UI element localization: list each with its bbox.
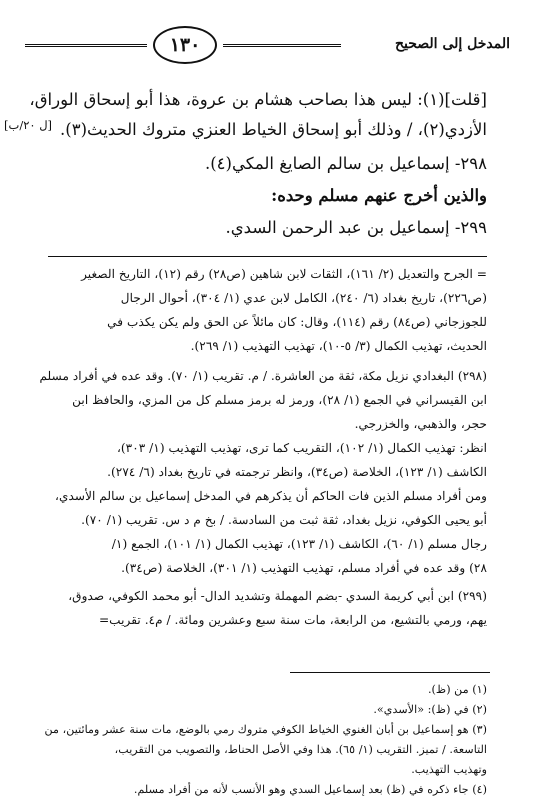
commentary-line: الكاشف (١/ ١٢٣)، الخلاصة (ص٣٤)، وانظر ترجمته في تاريخ بغداد (٦/ ٢٧٤). (107, 465, 487, 479)
footnotes-block (25, 680, 487, 800)
section-heading: والذين أخرج عنهم مسلم وحده: (271, 186, 487, 205)
commentary-line: انظر: تهذيب الكمال (١/ ١٠٢)، التقريب كما ترى، تهذيب التهذيب (١/ ٣٠٣)، (116, 441, 487, 455)
commentary-line: رجال مسلم (١/ ٦٠)، الكاشف (١/ ١٢٣)، تهذيب الكمال (١/ ١٠١)، الجمع (١/ (111, 537, 487, 551)
commentary-line: حجر، والذهبي، والخزرجي. (354, 417, 487, 431)
commentary-line: يهم، ورمي بالتشيع، من الرابعة، مات سنة سبع وعشرين ومائة. / م٤. تقريب= (98, 613, 487, 627)
main-line: الأزدي(٢)، / وذلك أبو إسحاق الخياط العنزي متروك الحديث(٣). (60, 120, 487, 139)
commentary-separator (48, 256, 487, 257)
commentary-line: (٢٩٩) ابن أبي كريمة السدي -بضم المهملة وتشديد الدال- أبو محمد الكوفي، صدوق، (68, 589, 487, 603)
footnote-3-cont: التاسعة. / تميز. التقريب (١/ ٦٥). هذا وفي الأصل الحناط، والتصويب من التقريب، (114, 743, 487, 756)
page-number-badge (153, 26, 215, 62)
footnote-3: (٣) هو إسماعيل بن أبان الغنوي الخياط الكوفي متروك رمي بالوضع، مات سنة عشر ومائتين، من (44, 723, 487, 736)
footnote-separator (290, 672, 490, 673)
entry-299: ٢٩٩- إسماعيل بن عبد الرحمن السدي. (225, 218, 487, 237)
commentary-line: ومن أفراد مسلم الذين فات الحاكم أن يذكرهم في المدخل إسماعيل بن سالم الأسدي، (55, 489, 487, 503)
commentary-line: (ص٢٢٦)، تاريخ بغداد (٦/ ٢٤٠)، الكامل لابن عدي (١/ ٣٠٤)، أحوال الرجال (120, 291, 487, 305)
commentary-block (25, 262, 487, 632)
commentary-line: (٢٩٨) البغدادي نزيل مكة، ثقة من العاشرة. / م. تقريب (١/ ٧٠). وقد عده في أفراد مسلم (39, 369, 487, 383)
commentary-line: الحديث، تهذيب الكمال (٣/ ٥-١٠)، تهذيب التهذيب (١/ ٢٦٩). (190, 339, 487, 353)
running-title: المدخل إلى الصحيح (394, 36, 510, 52)
footnote-2: (٢) في (ظ): «الأسدي». (373, 703, 487, 716)
commentary-line: للجوزجاني (ص٨٤) رقم (١١٤)، وقال: كان مائلاً عن الحق ولم يكن يكذب في (107, 315, 487, 329)
manuscript-folio-note: [ل ٢٠/ب] (4, 118, 53, 132)
commentary-line: ابن القيسراني في الجمع (١/ ٢٨)، ورمز له برمز مسلم كل من المزي، والحافظ ابن (72, 393, 487, 407)
footnote-4: (٤) جاء ذكره في (ظ) بعد إسماعيل السدي وهو الأنسب لأنه من أفراد مسلم. (133, 783, 487, 796)
page-number: ١٣٠ (153, 26, 217, 64)
page-header (25, 26, 510, 66)
entry-298: ٢٩٨- إسماعيل بن سالم الصايغ المكي(٤). (204, 154, 487, 173)
main-line: [قلت](١): ليس هذا بصاحب هشام بن عروة، هذا أبو إسحاق الوراق، (29, 90, 487, 109)
header-rule-middle (223, 44, 341, 47)
commentary-line: = الجرح والتعديل (٢/ ١٦١)، الثقات لابن شاهين (ص٢٨) رقم (١٢)، التاريخ الصغير (81, 267, 487, 281)
footnote-1: (١) من (ظ). (427, 683, 487, 696)
header-rule-left (25, 44, 147, 47)
commentary-line: ٢٨) وقد عده في أفراد مسلم، تهذيب التهذيب (١/ ٣٠١)، الخلاصة (ص٣٤). (121, 561, 487, 575)
footnote-3-cont: وتهذيب التهذيب. (411, 763, 487, 776)
commentary-line: أبو يحيى الكوفي، نزيل بغداد، ثقة ثبت من السادسة. / بخ م د س. تقريب (١/ ٧٠). (81, 513, 487, 527)
